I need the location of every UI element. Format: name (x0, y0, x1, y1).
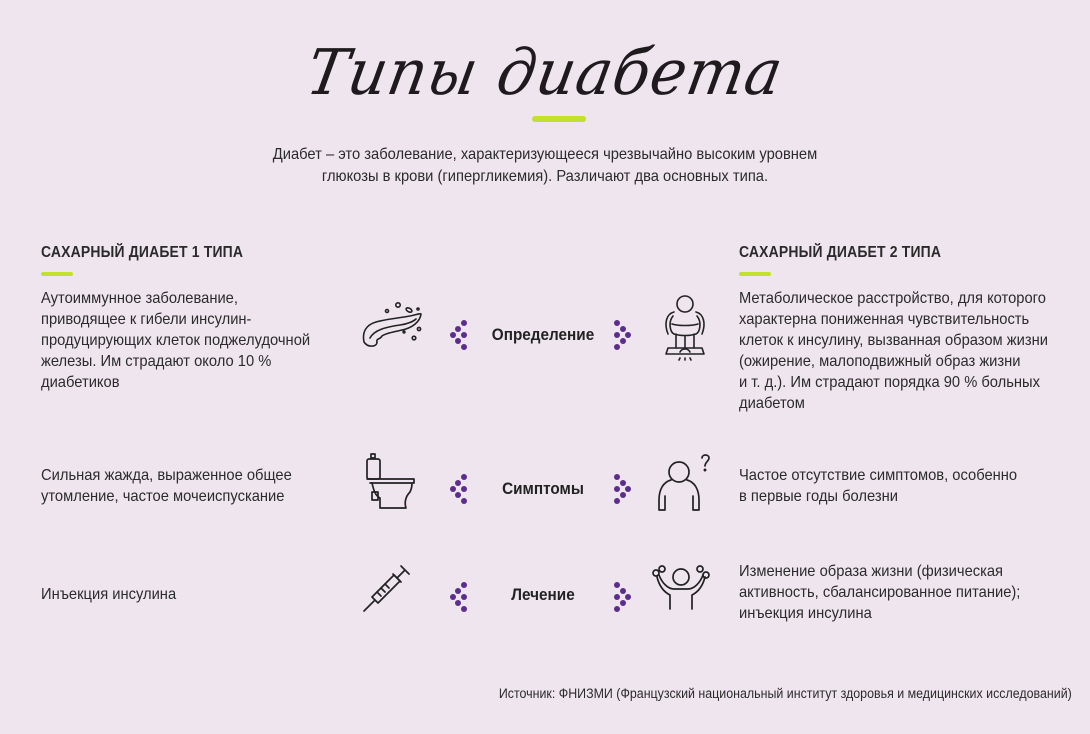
row-label-treatment: Лечение (511, 585, 575, 604)
syringe-icon (362, 563, 412, 613)
obese-person-on-scale-icon (660, 292, 710, 362)
dots-left-arrow-icon (450, 474, 474, 504)
type2-header: САХАРНЫЙ ДИАБЕТ 2 ТИПА (739, 244, 942, 261)
type2-accent-line (739, 272, 771, 276)
type1-header: САХАРНЫЙ ДИАБЕТ 1 ТИПА (41, 244, 244, 261)
intro-text (228, 144, 863, 188)
row-label-definition: Определение (491, 325, 595, 344)
type1-treatment: Инъекция инсулина (41, 586, 177, 603)
intro-line-1: Диабет – это заболевание, характеризующееся чрезвычайно высоким уровнем (272, 146, 818, 163)
pancreas-icon (360, 292, 426, 352)
dots-left-arrow-icon (450, 582, 474, 612)
person-question-icon (655, 452, 715, 514)
title-accent-line (532, 116, 586, 122)
dots-right-arrow-icon (614, 582, 638, 612)
type1-accent-line (41, 272, 73, 276)
intro-line-2: глюкозы в крови (гипергликемия). Различают два основных типа. (321, 168, 769, 185)
dots-right-arrow-icon (614, 474, 638, 504)
type2-treatment: Изменение образа жизни (физическая активность, сбалансированное питание); инъекция инсулина (739, 563, 1021, 622)
type1-symptoms: Сильная жажда, выраженное общее утомление, частое мочеиспускание (41, 467, 292, 505)
page-title: Типы диабета (301, 36, 789, 110)
type2-definition: Метаболическое расстройство, для которого характерна пониженная чувствительность клеток к инсулину, вызванная образом жизни (ожирение, малоподвижный образ жизни и т. д.). Им страдают порядка 90 % больных диабетом (739, 290, 1048, 412)
row-label-symptoms: Симптомы (502, 479, 584, 498)
dots-right-arrow-icon (614, 320, 638, 350)
dots-left-arrow-icon (450, 320, 474, 350)
toilet-icon (362, 452, 416, 512)
source-note: Источник: ФНИЗМИ (Французский национальный институт здоровья и медицинских исследований) (499, 686, 1072, 701)
type1-definition: Аутоиммунное заболевание, приводящее к гибели инсулин- продуцирующих клеток поджелудочной железы. Им страдают около 10 % диабетиков (41, 290, 311, 391)
type2-symptoms: Частое отсутствие симптомов, особенно в первые годы болезни (739, 467, 1018, 505)
person-dumbbells-icon (648, 563, 714, 611)
title-block (0, 0, 1090, 130)
